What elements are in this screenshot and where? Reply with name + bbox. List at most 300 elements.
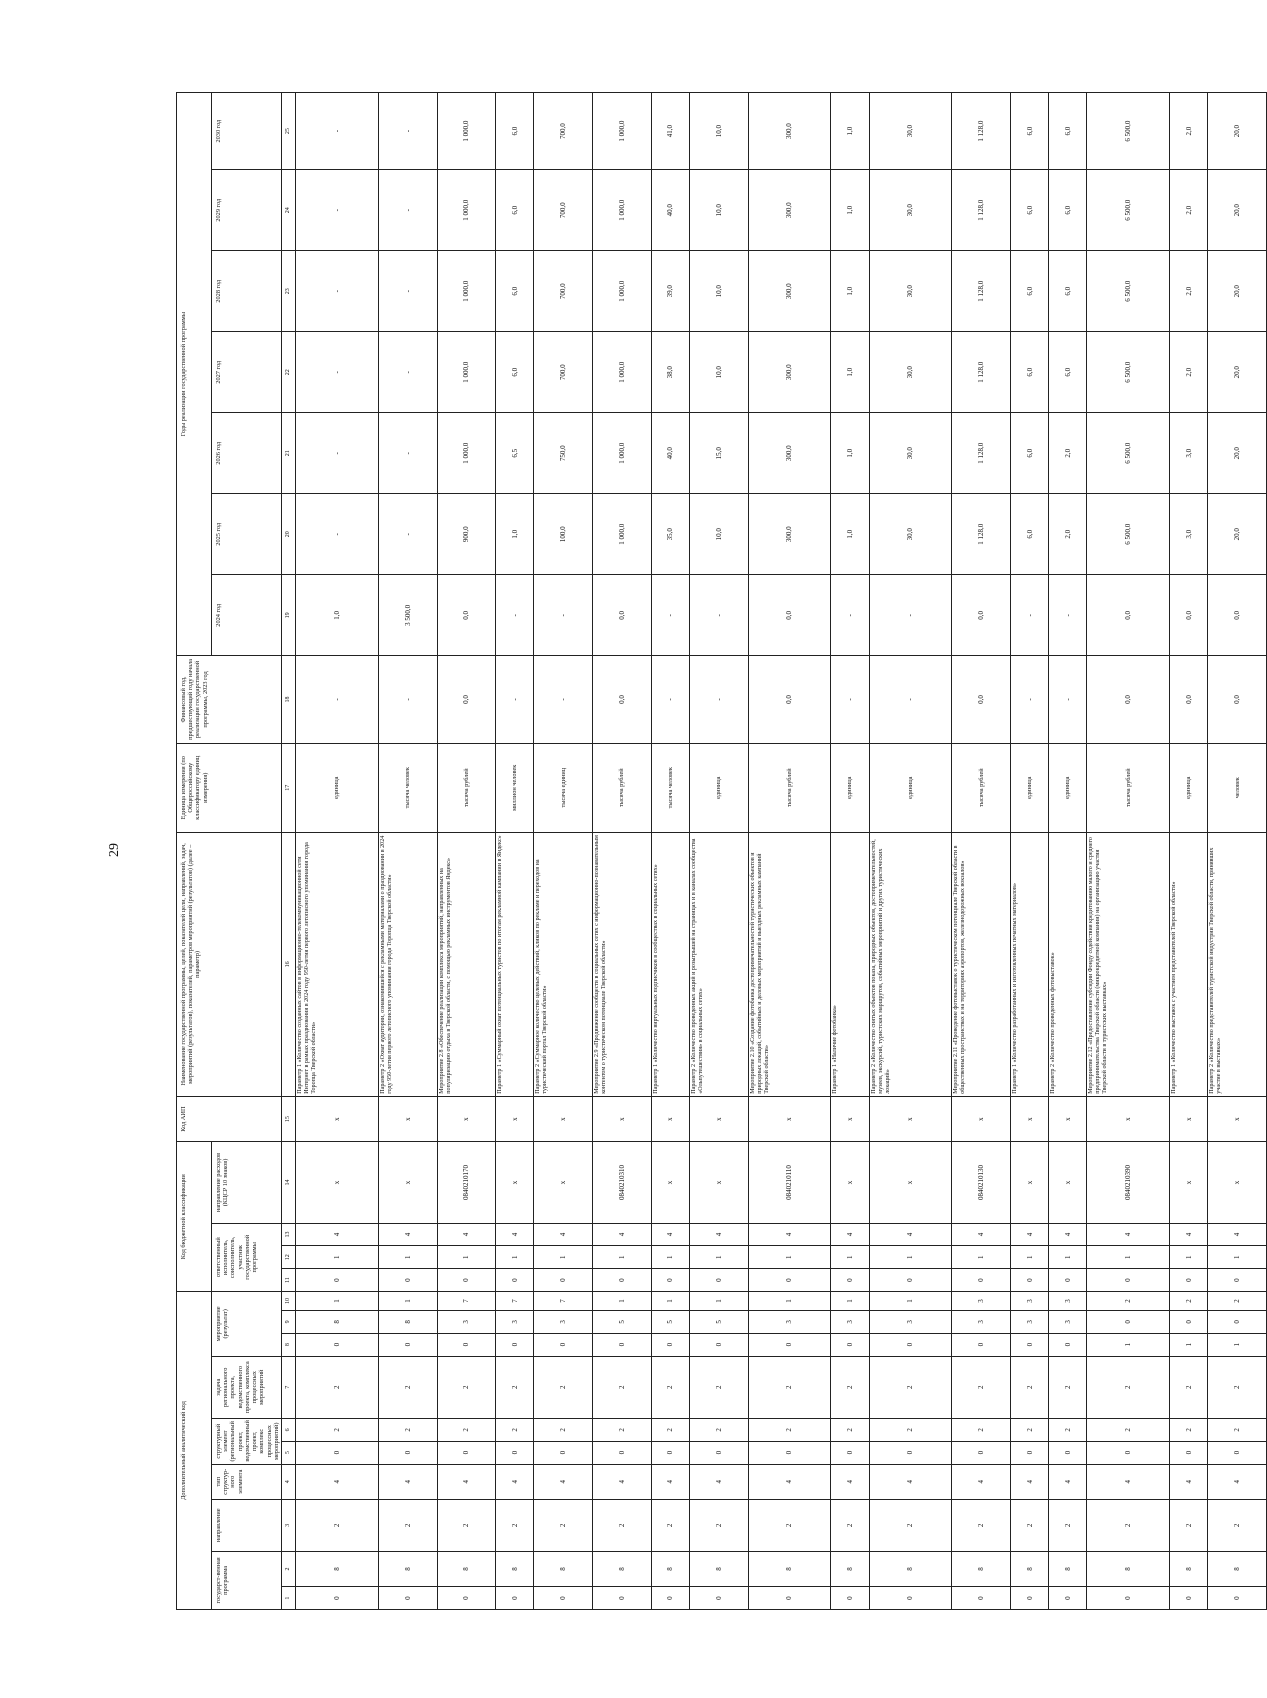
code-cell: 0 (437, 1587, 496, 1610)
code-cell: 1 (1049, 1246, 1087, 1269)
code-cell: 4 (1170, 1464, 1208, 1499)
year-value: 1,0 (831, 494, 869, 575)
table-body (296, 93, 1267, 1610)
year-value: 6 500,0 (1087, 413, 1170, 494)
row-description: Параметр 2 «Суммарное количество целевых действий, кликов по рекламе и переходов на туристический портал Тверской области» (534, 832, 593, 1096)
code-cell: 0 (952, 1333, 1011, 1356)
column-number: 21 (282, 413, 296, 494)
code-cell: 2 (1208, 1418, 1267, 1441)
year-value: 3 500,0 (378, 575, 437, 656)
row-description: Параметр 1 «Количество выставок с участием представителей Тверской области» (1170, 832, 1208, 1096)
base-year-value: 0,0 (1170, 656, 1208, 743)
code-cell: 3 (437, 1310, 496, 1333)
year-value: 30,0 (869, 413, 952, 494)
year-value: 30,0 (869, 170, 952, 251)
code-cell: 0840210130 (952, 1142, 1011, 1223)
code-cell: 4 (748, 1223, 831, 1246)
code-cell: 2 (1087, 1418, 1170, 1441)
year-value: - (534, 575, 593, 656)
unit-cell: единица (296, 743, 379, 832)
code-cell: 4 (378, 1464, 437, 1499)
code-cell: 0 (534, 1587, 593, 1610)
year-value: - (1011, 575, 1049, 656)
row-description: Параметр 1 «Суммарный охват потенциальных туристов по итогам рекламной кампании в Яндекс» (496, 832, 534, 1096)
code-cell: 0 (748, 1587, 831, 1610)
header-task: задача регионального проекта, ведомственного проекта, комплекса процессных мероприятий (212, 1356, 282, 1418)
code-cell: 0 (651, 1587, 689, 1610)
base-year-value: - (651, 656, 689, 743)
code-cell: 0 (1208, 1587, 1267, 1610)
code-cell: х (1011, 1142, 1049, 1223)
code-cell: х (593, 1096, 652, 1142)
year-value: 2,0 (1170, 251, 1208, 332)
year-value: 0,0 (593, 575, 652, 656)
code-cell: 0 (378, 1269, 437, 1292)
code-cell: 2 (1011, 1356, 1049, 1418)
code-cell: 0 (378, 1333, 437, 1356)
code-cell: 1 (534, 1246, 593, 1269)
code-cell: 2 (1087, 1499, 1170, 1551)
header-name: Наименование государственной программы, целей, показателей цели, направлений, задач, мероприятий (результатов), показателей, параметров мероприятий (результатов) (далее – параметр) (177, 832, 282, 1096)
code-cell: 0 (496, 1441, 534, 1464)
year-value: 1 128,0 (952, 170, 1011, 251)
code-cell: 4 (831, 1223, 869, 1246)
row-description: Параметр 2 «Количество проведенных акций и розыгрышей на страницах и в каналах сообщества «Ольпутешествия» в социальных сетях» (689, 832, 748, 1096)
code-cell: 8 (296, 1310, 379, 1333)
code-cell: 0 (651, 1269, 689, 1292)
code-cell: 8 (496, 1551, 534, 1586)
code-cell: 2 (651, 1356, 689, 1418)
code-cell: 3 (1049, 1292, 1087, 1311)
code-cell: 0 (1049, 1333, 1087, 1356)
row-description: Параметр 1 «Количество разработанных и изготовленных печатных материалов» (1011, 832, 1049, 1096)
year-value: 1 000,0 (437, 93, 496, 170)
code-cell: х (534, 1142, 593, 1223)
year-value: 750,0 (534, 413, 593, 494)
code-cell: 2 (593, 1418, 652, 1441)
year-value: 15,0 (689, 413, 748, 494)
code-cell: 0 (1011, 1269, 1049, 1292)
header-budget-code: Код бюджетной классификации (177, 1142, 212, 1292)
code-cell: 2 (1170, 1356, 1208, 1418)
code-cell: 3 (1011, 1292, 1049, 1311)
year-value: - (296, 494, 379, 575)
code-cell: х (496, 1096, 534, 1142)
code-cell: х (296, 1142, 379, 1223)
header-aip: Код АИП (177, 1096, 282, 1142)
table-row (748, 93, 831, 1610)
row-description: Параметр 2 «Количество проведенных фотовыставок» (1049, 832, 1087, 1096)
unit-cell: человек (1208, 743, 1267, 832)
base-year-value: 0,0 (952, 656, 1011, 743)
column-number: 20 (282, 494, 296, 575)
code-cell: 2 (1170, 1292, 1208, 1311)
year-value: 1 128,0 (952, 332, 1011, 413)
code-cell: 1 (1170, 1246, 1208, 1269)
code-cell: 2 (437, 1499, 496, 1551)
year-value: 40,0 (651, 413, 689, 494)
code-cell: 0 (437, 1333, 496, 1356)
code-cell: 1 (496, 1246, 534, 1269)
year-value: - (296, 413, 379, 494)
code-cell: 3 (1049, 1310, 1087, 1333)
code-cell: 4 (831, 1464, 869, 1499)
code-cell: 1 (952, 1246, 1011, 1269)
column-number: 6 (282, 1418, 296, 1441)
code-cell: 1 (1087, 1333, 1170, 1356)
column-number: 7 (282, 1356, 296, 1418)
year-value: 0,0 (1208, 575, 1267, 656)
code-cell: 8 (593, 1551, 652, 1586)
year-value: - (378, 93, 437, 170)
code-cell: 8 (1208, 1551, 1267, 1586)
code-cell: х (689, 1142, 748, 1223)
row-description: Мероприятие 2.12 «Предоставление субсидии Фонду содействия кредитованию малого и среднего предпринимательства Тверской области (микрокредитной компании) на организацию участия Тверской области в туристских выставках» (1087, 832, 1170, 1096)
code-cell: 0 (437, 1269, 496, 1292)
code-cell: 0 (534, 1441, 593, 1464)
year-value: 20,0 (1208, 332, 1267, 413)
code-cell: 0 (1049, 1587, 1087, 1610)
code-cell: 8 (437, 1551, 496, 1586)
code-cell: 2 (1011, 1418, 1049, 1441)
base-year-value: 0,0 (1087, 656, 1170, 743)
header-year-2029: 2029 год (212, 170, 282, 251)
code-cell: 2 (1208, 1292, 1267, 1311)
year-value: 10,0 (689, 93, 748, 170)
year-value: 35,0 (651, 494, 689, 575)
code-cell: х (952, 1096, 1011, 1142)
code-cell: 7 (534, 1292, 593, 1311)
code-cell: 2 (296, 1356, 379, 1418)
code-cell: 0 (593, 1441, 652, 1464)
code-cell: 4 (534, 1464, 593, 1499)
column-number: 16 (282, 832, 296, 1096)
code-cell: 0 (1087, 1310, 1170, 1333)
year-value: 1,0 (831, 332, 869, 413)
year-value: - (869, 575, 952, 656)
code-cell: х (748, 1096, 831, 1142)
unit-cell: единица (869, 743, 952, 832)
code-cell: 1 (378, 1246, 437, 1269)
code-cell: х (534, 1096, 593, 1142)
column-number: 3 (282, 1499, 296, 1551)
code-cell: 2 (689, 1356, 748, 1418)
code-cell: 0 (1170, 1587, 1208, 1610)
code-cell: 0 (651, 1333, 689, 1356)
year-value: 20,0 (1208, 413, 1267, 494)
code-cell: 1 (748, 1246, 831, 1269)
year-value: 20,0 (1208, 170, 1267, 251)
code-cell: 4 (1011, 1223, 1049, 1246)
header-year-2025: 2025 год (212, 494, 282, 575)
column-number: 17 (282, 743, 296, 832)
code-cell: 2 (831, 1499, 869, 1551)
year-value: 3,0 (1170, 494, 1208, 575)
code-cell: 4 (496, 1464, 534, 1499)
code-cell: 2 (651, 1499, 689, 1551)
code-cell: 0 (534, 1333, 593, 1356)
code-cell: 2 (831, 1418, 869, 1441)
base-year-value: 0,0 (1208, 656, 1267, 743)
code-cell: 4 (869, 1223, 952, 1246)
code-cell: 0 (378, 1441, 437, 1464)
code-cell: 3 (1011, 1310, 1049, 1333)
column-number: 25 (282, 93, 296, 170)
code-cell: х (651, 1096, 689, 1142)
year-value: - (296, 93, 379, 170)
code-cell: 0840210170 (437, 1142, 496, 1223)
column-number: 4 (282, 1464, 296, 1499)
year-value: 6 500,0 (1087, 494, 1170, 575)
code-cell: 4 (651, 1223, 689, 1246)
year-value: 6,0 (1011, 494, 1049, 575)
column-number: 24 (282, 170, 296, 251)
unit-cell: тысяча рублей (1087, 743, 1170, 832)
year-value: 300,0 (748, 251, 831, 332)
code-cell: 0 (748, 1333, 831, 1356)
year-value: 10,0 (689, 251, 748, 332)
program-table (176, 92, 1267, 1610)
header-year-2028: 2028 год (212, 251, 282, 332)
year-value: 6,0 (496, 251, 534, 332)
code-cell: 2 (869, 1499, 952, 1551)
code-cell: 1 (296, 1246, 379, 1269)
column-number: 5 (282, 1441, 296, 1464)
row-description: Параметр 2 «Количество снятых объектов показа, природных объектов, достопримечательностей, музеев, экскурсий, туристских маршрутов, событийных мероприятий и других туристических локаций» (869, 832, 952, 1096)
code-cell: 4 (952, 1464, 1011, 1499)
base-year-value: - (534, 656, 593, 743)
year-value: - (496, 575, 534, 656)
row-description: Параметр 2 «Охват аудитории, ознакомившейся с рекламными материалами о праздновании в 2024 году 950-летия первого летописного упоминания города Торопца Тверской области» (378, 832, 437, 1096)
column-number: 12 (282, 1246, 296, 1269)
code-cell: 2 (593, 1356, 652, 1418)
code-cell: 1 (869, 1292, 952, 1311)
year-value: 10,0 (689, 332, 748, 413)
code-cell: х (651, 1142, 689, 1223)
base-year-value: 0,0 (437, 656, 496, 743)
year-value: 2,0 (1170, 170, 1208, 251)
table-row (296, 93, 379, 1610)
code-cell: 8 (296, 1551, 379, 1586)
code-cell: х (1208, 1142, 1267, 1223)
table-row (496, 93, 534, 1610)
code-cell: 8 (1011, 1551, 1049, 1586)
year-value: 10,0 (689, 494, 748, 575)
code-cell: 0 (496, 1333, 534, 1356)
year-value: 1 000,0 (437, 413, 496, 494)
year-value: 6,0 (1011, 170, 1049, 251)
column-number: 18 (282, 656, 296, 743)
code-cell: х (1011, 1096, 1049, 1142)
year-value: 1,0 (831, 93, 869, 170)
year-value: 0,0 (748, 575, 831, 656)
year-value: 900,0 (437, 494, 496, 575)
code-cell: 0 (593, 1269, 652, 1292)
code-cell: 1 (831, 1246, 869, 1269)
code-cell: х (869, 1142, 952, 1223)
column-number: 11 (282, 1269, 296, 1292)
table-row (1049, 93, 1087, 1610)
column-number: 13 (282, 1223, 296, 1246)
code-cell: 4 (689, 1464, 748, 1499)
code-cell: 2 (378, 1418, 437, 1441)
year-value: 0,0 (437, 575, 496, 656)
code-cell: 0 (831, 1441, 869, 1464)
code-cell: 7 (496, 1292, 534, 1311)
code-cell: 1 (593, 1246, 652, 1269)
year-value: 2,0 (1170, 93, 1208, 170)
year-value: 1 000,0 (437, 170, 496, 251)
code-cell: 0 (296, 1269, 379, 1292)
table-row (952, 93, 1011, 1610)
unit-cell: тысяча рублей (748, 743, 831, 832)
row-description: Параметр 1 «Количество созданных сайтов в информационно-телекоммуникационной сети Интернет в рамках празднования в 2024 году 950-летия первого летописного упоминания города Торопца Тверской области» (296, 832, 379, 1096)
code-cell: 2 (748, 1418, 831, 1441)
code-cell: 0 (689, 1269, 748, 1292)
code-cell: 0 (651, 1441, 689, 1464)
code-cell: 7 (437, 1292, 496, 1311)
column-number: 14 (282, 1142, 296, 1223)
code-cell: 2 (952, 1418, 1011, 1441)
year-value: 20,0 (1208, 93, 1267, 170)
code-cell: 0 (1208, 1441, 1267, 1464)
row-description: Параметр 1 «Количество виртуальных подписчиков в сообществах в социальных сетях» (651, 832, 689, 1096)
code-cell: 4 (1049, 1223, 1087, 1246)
code-cell: 0 (689, 1441, 748, 1464)
year-value: - (689, 575, 748, 656)
base-year-value: - (689, 656, 748, 743)
code-cell: 5 (651, 1310, 689, 1333)
code-cell: 2 (748, 1499, 831, 1551)
code-cell: 8 (689, 1551, 748, 1586)
column-number: 9 (282, 1310, 296, 1333)
column-number: 8 (282, 1333, 296, 1356)
year-value: - (378, 170, 437, 251)
code-cell: 0 (1049, 1441, 1087, 1464)
header-unit: Единица измерения (по Общероссийскому классификатору единиц измерения) (177, 743, 282, 832)
code-cell: 2 (534, 1499, 593, 1551)
code-cell: х (1087, 1096, 1170, 1142)
year-value: 1 000,0 (593, 93, 652, 170)
year-value: 6,0 (1011, 251, 1049, 332)
code-cell: 0 (1011, 1333, 1049, 1356)
year-value: - (378, 251, 437, 332)
code-cell: 8 (534, 1551, 593, 1586)
code-cell: 0 (296, 1333, 379, 1356)
code-cell: 3 (952, 1292, 1011, 1311)
code-cell: 1 (1011, 1246, 1049, 1269)
code-cell: 1 (869, 1246, 952, 1269)
code-cell: 0 (593, 1333, 652, 1356)
code-cell: 0 (593, 1587, 652, 1610)
code-cell: 5 (593, 1310, 652, 1333)
code-cell: 0 (952, 1269, 1011, 1292)
header-year-2026: 2026 год (212, 413, 282, 494)
base-year-value: - (869, 656, 952, 743)
code-cell: 8 (651, 1551, 689, 1586)
year-value: 30,0 (869, 251, 952, 332)
code-cell: 0 (748, 1441, 831, 1464)
header-year-2027: 2027 год (212, 332, 282, 413)
year-value: - (378, 413, 437, 494)
unit-cell: тысяча человек (378, 743, 437, 832)
code-cell: 2 (496, 1356, 534, 1418)
year-value: - (296, 251, 379, 332)
code-cell: 0 (1208, 1269, 1267, 1292)
code-cell: 2 (651, 1418, 689, 1441)
table-row (831, 93, 869, 1610)
column-numbers-row (282, 93, 296, 1610)
column-number: 15 (282, 1096, 296, 1142)
header-struct-type: тип структур-ного элемента (212, 1464, 282, 1499)
year-value: 1,0 (831, 170, 869, 251)
unit-cell: тысяча единиц (534, 743, 593, 832)
code-cell: 0 (869, 1587, 952, 1610)
code-cell: 4 (689, 1223, 748, 1246)
year-value: 20,0 (1208, 494, 1267, 575)
code-cell: 1 (651, 1246, 689, 1269)
year-value: 6,0 (1011, 93, 1049, 170)
year-value: - (296, 332, 379, 413)
code-cell: 8 (378, 1551, 437, 1586)
table-row (1170, 93, 1208, 1610)
base-year-value: 0,0 (748, 656, 831, 743)
code-cell: 0 (869, 1333, 952, 1356)
code-cell: 2 (1049, 1499, 1087, 1551)
year-value: 39,0 (651, 251, 689, 332)
table-row (1087, 93, 1170, 1610)
year-value: 1 128,0 (952, 251, 1011, 332)
table-row (534, 93, 593, 1610)
year-value: 1,0 (831, 413, 869, 494)
code-cell: 2 (1049, 1418, 1087, 1441)
base-year-value: - (378, 656, 437, 743)
code-cell: 3 (534, 1310, 593, 1333)
year-value: 1 000,0 (593, 332, 652, 413)
base-year-value: 0,0 (593, 656, 652, 743)
code-cell: 0 (831, 1333, 869, 1356)
table-row (651, 93, 689, 1610)
code-cell: 4 (496, 1223, 534, 1246)
year-value: 6,0 (496, 93, 534, 170)
code-cell: 1 (593, 1292, 652, 1311)
code-cell: 0 (1087, 1269, 1170, 1292)
header-year-2030: 2030 год (212, 93, 282, 170)
code-cell: х (1208, 1096, 1267, 1142)
code-cell: 4 (1087, 1464, 1170, 1499)
code-cell: 4 (437, 1464, 496, 1499)
code-cell: 0 (378, 1587, 437, 1610)
code-cell: х (437, 1096, 496, 1142)
code-cell: 2 (437, 1356, 496, 1418)
base-year-value: - (831, 656, 869, 743)
year-value: 41,0 (651, 93, 689, 170)
year-value: 0,0 (1087, 575, 1170, 656)
code-cell: 0840210110 (748, 1142, 831, 1223)
year-value: - (296, 170, 379, 251)
unit-cell: единица (1011, 743, 1049, 832)
base-year-value: - (1049, 656, 1087, 743)
year-value: 1,0 (831, 251, 869, 332)
base-year-value: - (1011, 656, 1049, 743)
code-cell: 8 (378, 1310, 437, 1333)
code-cell: 2 (1011, 1499, 1049, 1551)
code-cell: 2 (1087, 1356, 1170, 1418)
code-cell: 2 (869, 1356, 952, 1418)
header-direction: направление (212, 1499, 282, 1551)
year-value: 30,0 (869, 93, 952, 170)
base-year-value: - (496, 656, 534, 743)
